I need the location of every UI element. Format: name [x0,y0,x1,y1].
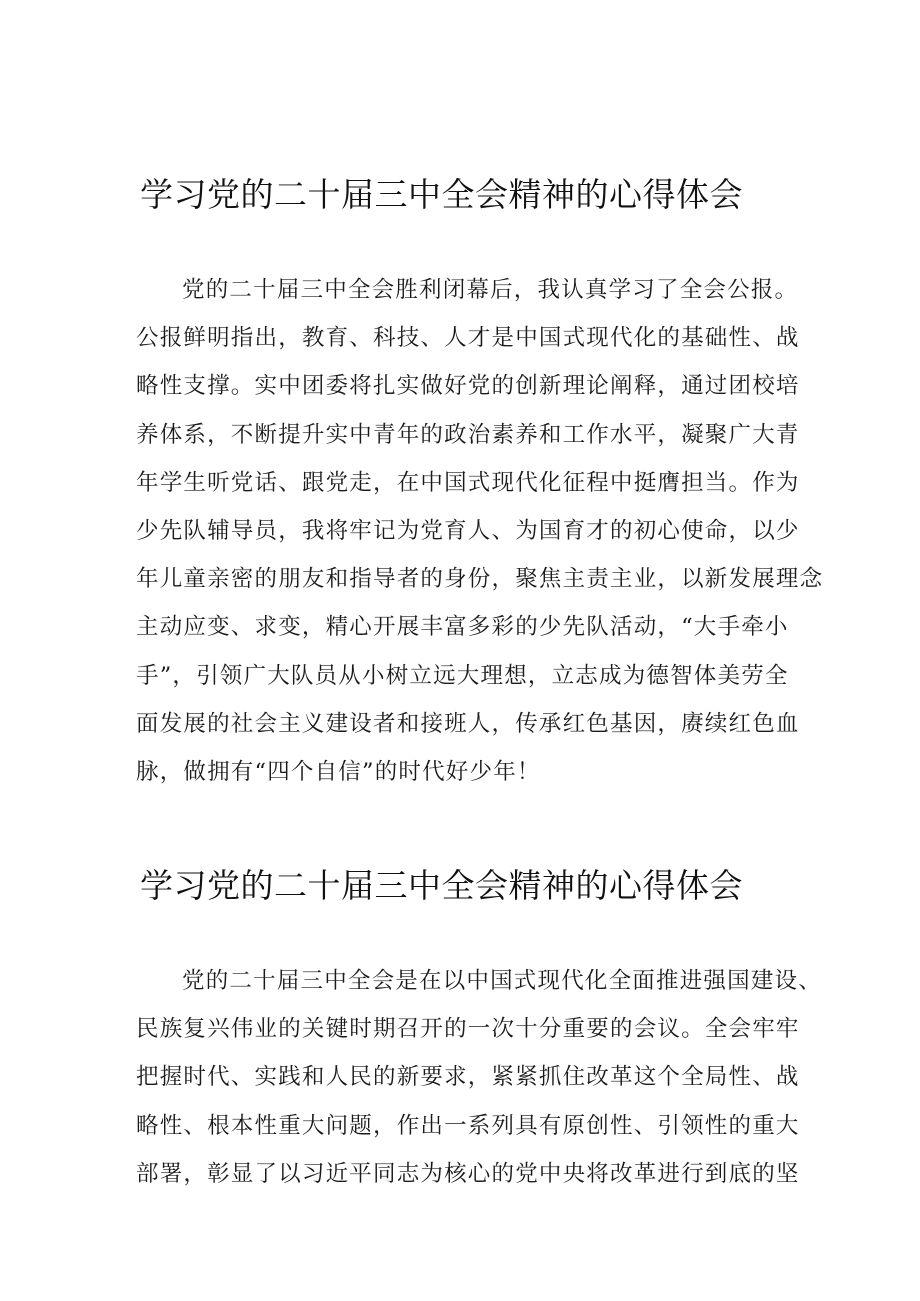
paragraph-line: 公报鲜明指出，教育、科技、人才是中国式现代化的基础性、战 [136,325,800,352]
paragraph-line: 略性、根本性重大问题，作出一系列具有原创性、引领性的重大 [136,1112,800,1139]
paragraph-line: 手”，引领广大队员从小树立远大理想，立志成为德智体美劳全 [136,662,789,689]
paragraph-line: 党的二十届三中全会胜利闭幕后，我认真学习了全会公报。 [182,277,799,303]
paragraph-line: 年儿童亲密的朋友和指导者的身份，聚焦主责主业，以新发展理念 [136,566,824,593]
paragraph-line: 脉，做拥有“四个自信”的时代好少年！ [136,758,541,785]
paragraph-line: 把握时代、实践和人民的新要求，紧紧抓住改革这个全局性、战 [136,1064,800,1091]
paragraph-line: 党的二十届三中全会是在以中国式现代化全面推进强国建设、 [182,968,822,994]
paragraph-line: 养体系，不断提升实中青年的政治素养和工作水平，凝聚广大青 [136,421,800,448]
paragraph-line: 年学生听党话、跟党走，在中国式现代化征程中挺膺担当。作为 [136,469,800,496]
paragraph-line: 少先队辅导员，我将牢记为党育人、为国育才的初心使命，以少 [136,517,800,544]
article-body [136,957,822,1198]
paragraph-line: 主动应变、求变，精心开展丰富多彩的少先队活动，“大手牵小 [136,614,789,641]
article-title: 学习党的二十届三中全会精神的心得体会 [140,175,743,214]
paragraph-line: 部署，彰显了以习近平同志为核心的党中央将改革进行到底的坚 [136,1160,800,1187]
paragraph-line: 略性支撑。实中团委将扎实做好党的创新理论阐释，通过团校培 [136,373,800,400]
paragraph-line: 民族复兴伟业的关键时期召开的一次十分重要的会议。全会牢牢 [136,1016,800,1043]
paragraph-line: 面发展的社会主义建设者和接班人，传承红色基因，赓续红色血 [136,710,800,737]
article-body [136,266,824,796]
article-title: 学习党的二十届三中全会精神的心得体会 [140,866,743,905]
